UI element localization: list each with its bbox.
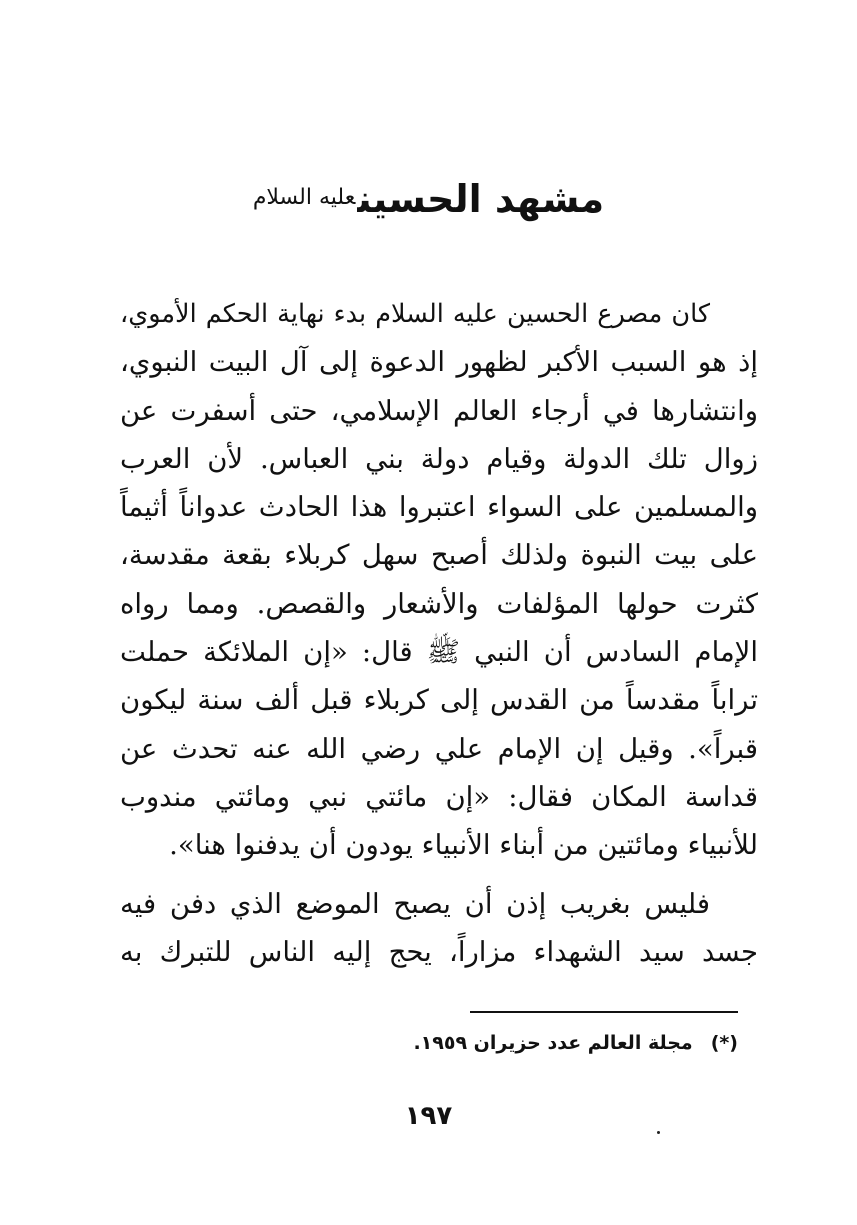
text-line: إذ هو السبب الأكبر لظهور الدعوة إلى آل البيت النبوي،: [120, 346, 758, 379]
footnote-divider: [470, 1011, 738, 1013]
text-line: قبراً». وقيل إن الإمام علي رضي الله عنه تحدث عن: [120, 732, 758, 765]
text-line: كثرت حولها المؤلفات والأشعار والقصص. ومما رواه: [120, 587, 758, 620]
footnote: [300, 1023, 738, 1063]
text-line: والمسلمين على السواء اعتبروا هذا الحادث عدواناً أثيماً: [120, 491, 758, 524]
text-line: جسد سيد الشهداء مزاراً، يحج إليه الناس للتبرك به: [120, 936, 758, 969]
paragraph-1: [120, 290, 758, 870]
chapter-title: [0, 168, 857, 229]
footnote-text: مجلة العالم عدد حزيران ١٩٥٩.: [413, 1032, 693, 1054]
chapter-title-text: مشهد الحسين: [357, 177, 605, 221]
text-line: للأنبياء ومائتين من أبناء الأنبياء يودون أن يدفنوا هنا».: [169, 829, 758, 862]
text-line: على بيت النبوة ولذلك أصبح سهل كربلاء بقعة مقدسة،: [120, 539, 758, 572]
footnote-marker: (*): [710, 1032, 738, 1054]
text-line: زوال تلك الدولة وقيام دولة بني العباس. لأن العرب: [120, 442, 758, 475]
page-number: ١٩٧: [404, 1101, 453, 1131]
text-line: الإمام السادس أن النبي ﷺ قال: «إن الملائكة حملت: [120, 636, 758, 669]
text-line: تراباً مقدساً من القدس إلى كربلاء قبل ألف سنة ليكون: [120, 684, 758, 717]
paragraph-2: [120, 880, 758, 977]
text-line: كان مصرع الحسين عليه السلام بدء نهاية الحكم الأموي،: [120, 299, 710, 329]
text-line: قداسة المكان فقال: «إن مائتي نبي ومائتي مندوب: [120, 780, 758, 813]
text-line: فليس بغريب إذن أن يصبح الموضع الذي دفن فيه: [120, 888, 710, 920]
text-line: وانتشارها في أرجاء العالم الإسلامي، حتى أسفرت عن: [120, 394, 758, 427]
title-honorific: عليه السلام: [252, 185, 356, 210]
scan-speck: [657, 1131, 660, 1134]
